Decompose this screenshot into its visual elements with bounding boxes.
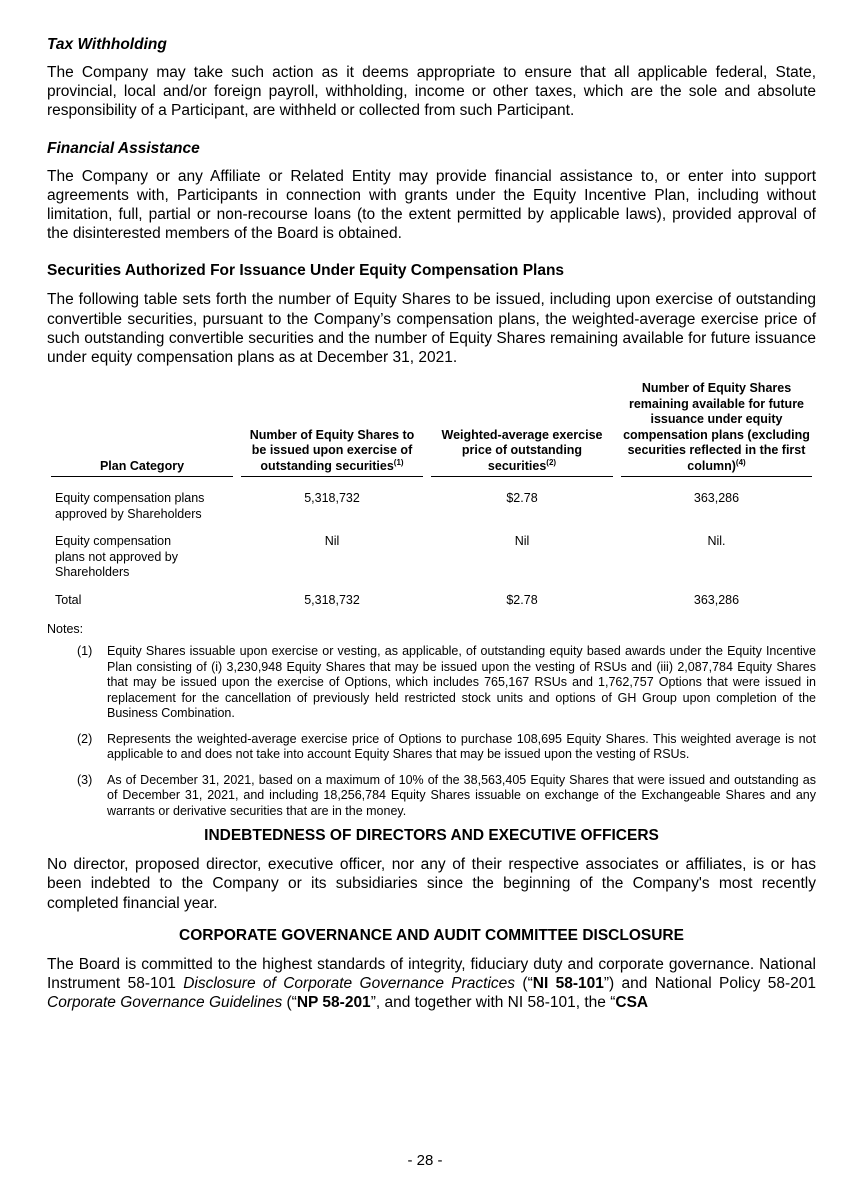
equity-compensation-table bbox=[47, 381, 816, 608]
row-category: Equity compensation plans not approved by Shareholders bbox=[55, 534, 179, 580]
note-item bbox=[47, 732, 816, 763]
row-shares: 5,318,732 bbox=[304, 491, 360, 506]
indebtedness-heading: INDEBTEDNESS OF DIRECTORS AND EXECUTIVE OFFICERS bbox=[204, 827, 659, 845]
row-shares: 5,318,732 bbox=[304, 592, 360, 607]
governance-text: The Board is committed to the highest standards of integrity, fiduciary duty and corporate governance. National Instrument 58-101 Disclosure of Corporate Governance Practices (“NI 58-101”) and National Policy 58-201 Corporate Governance Guidelines (“NP 58-201”, and together with NI 58-101, the “CSA bbox=[47, 955, 816, 1012]
header-weighted-average-price: Weighted-average exercise price of outstanding securities$^{(2)}$ bbox=[427, 381, 617, 479]
document-page bbox=[47, 36, 816, 1012]
note-text: Equity Shares issuable upon exercise or vesting, as applicable, of outstanding equity based awards under the Equity Incentive Plan consisting of (i) 3,230,948 Equity Shares that may be issued upon the vesting of RSUs and (iii) 2,087,784 Equity Shares that may be issued upon the exercise of Options, which includes 765,167 RSUs and 1,762,757 Options that were issued in replacement for the cancellation of previously held restricted stock units and options of GH Group upon completion of the Business Combination. bbox=[107, 644, 816, 721]
governance-heading: CORPORATE GOVERNANCE AND AUDIT COMMITTEE DISCLOSURE bbox=[179, 926, 684, 944]
row-remaining: 363,286 bbox=[693, 491, 740, 506]
note-number: (2) bbox=[77, 731, 93, 746]
table-header-row bbox=[47, 381, 816, 479]
notes-label: Notes: bbox=[47, 622, 84, 637]
row-category: Equity compensation plans approved by Shareholders bbox=[55, 491, 205, 521]
header-shares-to-be-issued: Number of Equity Shares to be issued upon exercise of outstanding securities$^{(1)}$ bbox=[237, 381, 427, 479]
note-item bbox=[47, 773, 816, 820]
table-row bbox=[47, 534, 816, 581]
securities-authorized-heading: Securities Authorized For Issuance Under Equity Compensation Plans bbox=[47, 262, 565, 280]
table-row bbox=[47, 491, 816, 522]
securities-authorized-text: The following table sets forth the number of Equity Shares to be issued, including upon exercise of outstanding convertible securities, pursuant to the Company’s compensation plans, the weighted-average exercise price of such outstanding convertible securities and the number of Equity Shares remaining available for future issuance under equity compensation plans as at December 31, 2021. bbox=[47, 291, 816, 367]
table-row bbox=[47, 593, 816, 609]
note-number: (1) bbox=[77, 644, 93, 659]
row-price: $2.78 bbox=[506, 491, 538, 506]
indebtedness-text: No director, proposed director, executive officer, nor any of their respective associates or affiliates, is or has been indebted to the Company or its subsidiaries since the beginning of the Company's most recently completed financial year. bbox=[47, 856, 816, 912]
row-price: Nil bbox=[514, 534, 530, 549]
note-item bbox=[47, 644, 816, 722]
note-text: As of December 31, 2021, based on a maximum of 10% of the 38,563,405 Equity Shares that were issued and outstanding as of December 31, 2021, and including 18,256,784 Equity Shares issuable on exchange of the Exchangeable Shares and any warrants or derivative securities that are in the money. bbox=[107, 772, 816, 818]
row-price: $2.78 bbox=[506, 592, 538, 607]
financial-assistance-heading: Financial Assistance bbox=[47, 139, 200, 157]
financial-assistance-text: The Company or any Affiliate or Related Entity may provide financial assistance to, or enter into support agreements with, Participants in connection with grants under the Equity Incentive Plan, including without limitation, full, partial or non-recourse loans (to the extent permitted by applicable laws), provided approval of the disinterested members of the Board is obtained. bbox=[47, 167, 816, 243]
header-shares-remaining: Number of Equity Shares remaining available for future issuance under equity compensation plans (excluding securities reflected in the first column)$^{(4)}$ bbox=[617, 381, 816, 479]
header-plan-category: Plan Category bbox=[47, 381, 237, 479]
page-number: - 28 - bbox=[407, 1152, 443, 1169]
row-category: Total bbox=[55, 592, 82, 607]
row-remaining: Nil. bbox=[707, 534, 726, 549]
row-shares: Nil bbox=[324, 534, 340, 549]
tax-withholding-heading: Tax Withholding bbox=[47, 36, 167, 53]
row-remaining: 363,286 bbox=[693, 592, 740, 607]
tax-withholding-text: The Company may take such action as it deems appropriate to ensure that all applicable federal, State, provincial, local and/or foreign payroll, withholding, income or other taxes, which are the sole and absolute responsibility of a Participant, are withheld or collected from such Participant. bbox=[47, 64, 816, 120]
note-number: (3) bbox=[77, 772, 93, 787]
note-text: Represents the weighted-average exercise price of Options to purchase 108,695 Equity Shares. This weighted average is not applicable to and does not take into account Equity Shares that may be issued upon the vesting of RSUs. bbox=[107, 731, 816, 762]
